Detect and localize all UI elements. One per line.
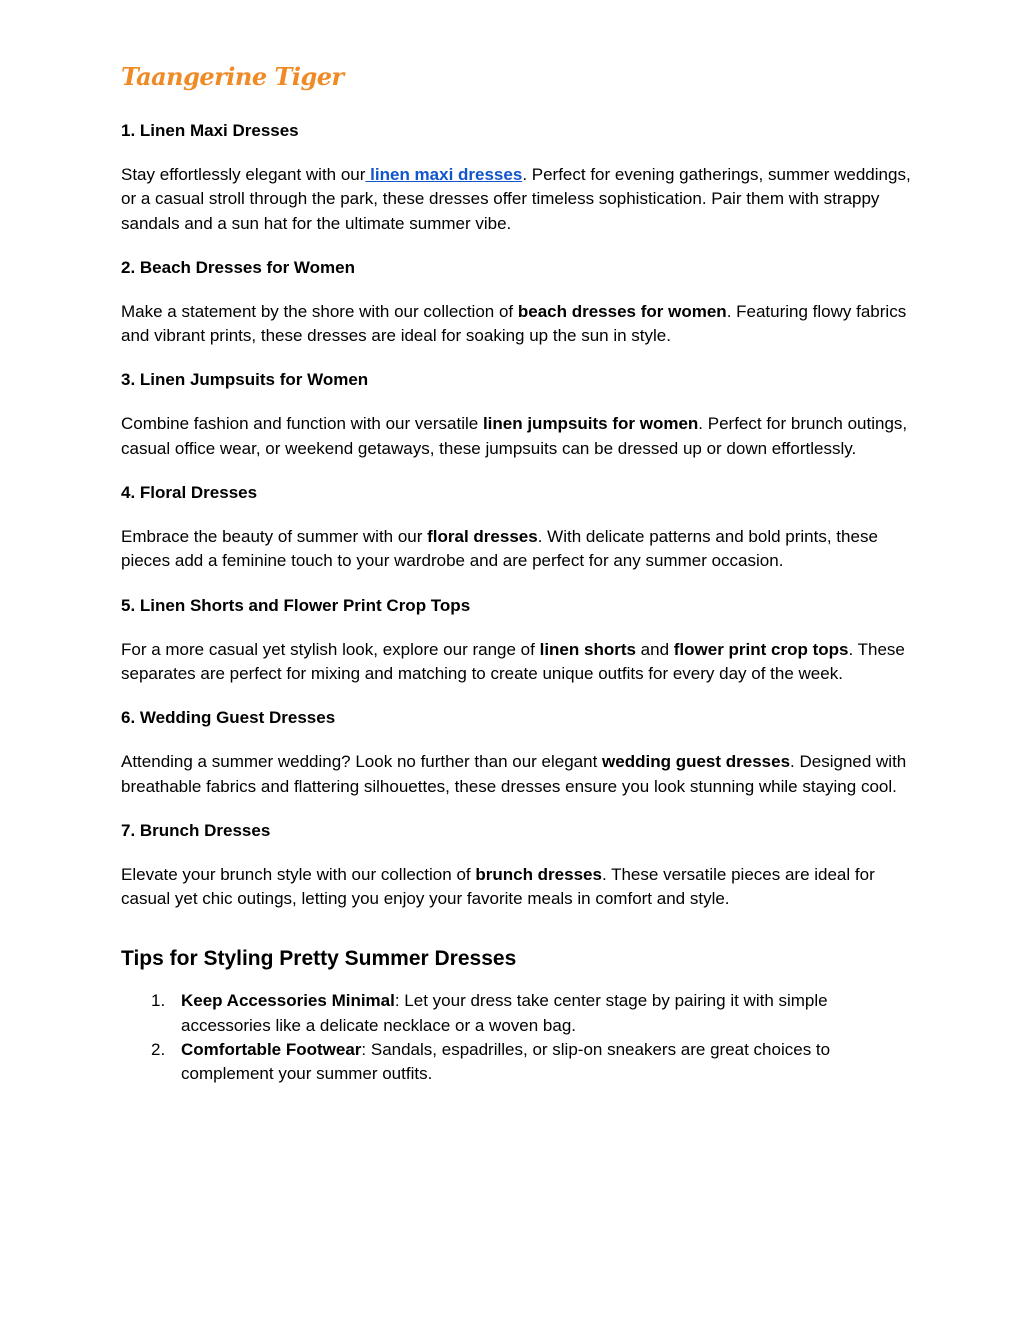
tip-text: : Let your dress take center stage by pairing it with simple accessories like a delicate necklace or a woven bag. (181, 991, 828, 1035)
section-linen-jumpsuits (121, 368, 911, 461)
text-run: Elevate your brunch style with our collection of (121, 864, 476, 884)
section-paragraph (121, 300, 911, 349)
tips-list (121, 989, 911, 1086)
section-heading: 5. Linen Shorts and Flower Print Crop Tops (121, 595, 471, 615)
bold-term: brunch dresses (475, 864, 602, 884)
list-item (121, 989, 911, 1038)
text-run: Make a statement by the shore with our collection of (121, 301, 518, 321)
section-heading: 2. Beach Dresses for Women (121, 257, 355, 277)
text-run: . These separates are perfect for mixing and matching to create unique outfits for every day of the week. (121, 639, 905, 683)
tip-label: Keep Accessories Minimal (181, 991, 395, 1011)
list-item (121, 1038, 911, 1087)
text-run: . With delicate patterns and bold prints, these pieces add a feminine touch to your wardrobe and are perfect for any summer occasion. (121, 527, 878, 571)
text-run: . Featuring flowy fabrics and vibrant prints, these dresses are ideal for soaking up the sun in style. (121, 301, 907, 346)
section-paragraph (121, 750, 911, 799)
bold-term: wedding guest dresses (602, 752, 791, 772)
text-run: . Perfect for evening gatherings, summer weddings, or a casual stroll through the park, these dresses offer timeless sophistication. Pair them with strappy sandals and a sun hat for the ultimate summer vibe. (121, 165, 911, 233)
bold-term: linen jumpsuits for women (482, 414, 699, 434)
bold-term: floral dresses (427, 527, 538, 547)
list-number: 1. (151, 991, 166, 1011)
list-number: 2. (151, 1040, 166, 1060)
section-paragraph (121, 863, 911, 912)
section-linen-shorts-crop-tops (121, 594, 911, 687)
section-paragraph (121, 163, 911, 236)
section-heading: 4. Floral Dresses (121, 483, 258, 503)
bold-term: beach dresses for women (517, 301, 727, 321)
section-linen-maxi-dresses (121, 119, 911, 236)
tip-text: : Sandals, espadrilles, or slip-on sneakers are great choices to complement your summer outfits. (181, 1040, 831, 1084)
article-body (121, 119, 911, 1087)
text-run: For a more casual yet stylish look, explore our range of (121, 639, 540, 659)
text-run: Embrace the beauty of summer with our (121, 527, 428, 547)
section-paragraph (121, 525, 911, 574)
section-paragraph (121, 638, 911, 687)
section-wedding-guest-dresses (121, 706, 911, 799)
text-run: . Perfect for brunch outings, casual office wear, or weekend getaways, these jumpsuits can be dressed up or down effortlessly. (121, 414, 908, 458)
tip-label: Comfortable Footwear (181, 1040, 362, 1060)
section-heading: 6. Wedding Guest Dresses (121, 708, 336, 728)
text-run: Attending a summer wedding? Look no further than our elegant (121, 752, 603, 772)
brand-logo: Taangerine Tiger (121, 62, 344, 91)
section-heading: 1. Linen Maxi Dresses (121, 121, 299, 140)
text-run: . These versatile pieces are ideal for casual yet chic outings, letting you enjoy your favorite meals in comfort and style. (121, 864, 875, 909)
section-floral-dresses (121, 481, 911, 574)
section-brunch-dresses (121, 819, 911, 912)
bold-term: linen shorts (539, 639, 636, 659)
section-paragraph (121, 412, 911, 461)
text-run: and (635, 639, 674, 659)
bold-term: flower print crop tops (673, 639, 849, 659)
text-run: Stay effortlessly elegant with our (121, 165, 366, 184)
section-heading: 3. Linen Jumpsuits for Women (121, 370, 369, 390)
text-run: Combine fashion and function with our versatile (121, 414, 483, 434)
tips-heading: Tips for Styling Pretty Summer Dresses (121, 947, 517, 971)
section-beach-dresses (121, 256, 911, 349)
text-run: . Designed with breathable fabrics and flattering silhouettes, these dresses ensure you look stunning while staying cool. (121, 752, 907, 796)
linen-maxi-dresses-link[interactable]: linen maxi dresses (365, 165, 523, 184)
section-heading: 7. Brunch Dresses (121, 820, 271, 840)
